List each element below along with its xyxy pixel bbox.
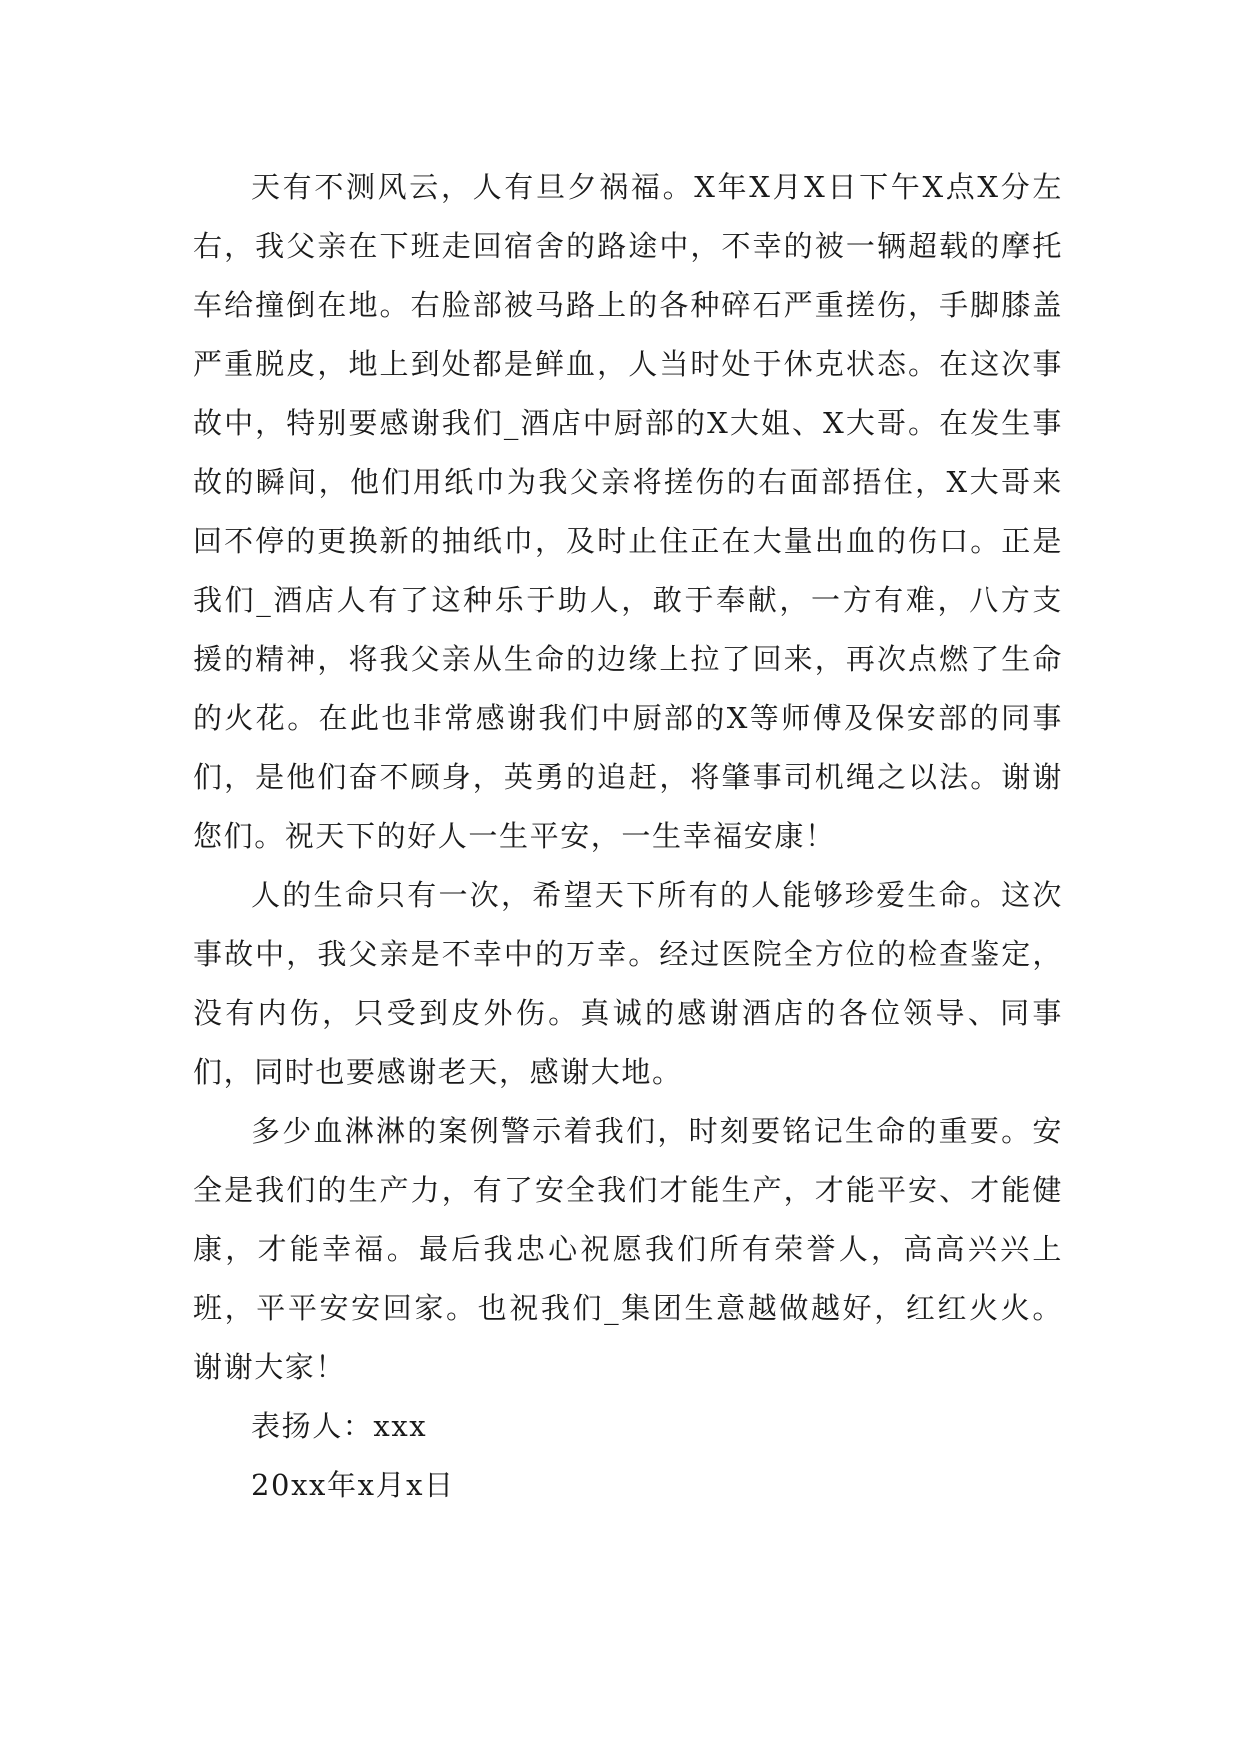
signature-line: 表扬人：xxx	[251, 1409, 428, 1443]
document-body	[193, 158, 1063, 1515]
paragraph-accident-account: 天有不测风云，人有旦夕祸福。X年X月X日下午X点X分左右，我父亲在下班走回宿舍的路途中，不幸的被一辆超载的摩托车给撞倒在地。右脸部被马路上的各种碎石严重搓伤，手脚膝盖严重脱皮，地上到处都是鲜血，人当时处于休克状态。在这次事故中，特别要感谢我们_酒店中厨部的X大姐、X大哥。在发生事故的瞬间，他们用纸巾为我父亲将搓伤的右面部捂住，X大哥来回不停的更换新的抽纸巾，及时止住正在大量出血的伤口。正是我们_酒店人有了这种乐于助人，敢于奉献，一方有难，八方支援的精神，将我父亲从生命的边缘上拉了回来，再次点燃了生命的火花。在此也非常感谢我们中厨部的X等师傅及保安部的同事们，是他们奋不顾身，英勇的追赶，将肇事司机绳之以法。谢谢您们。祝天下的好人一生平安，一生幸福安康！	[193, 170, 1063, 853]
date-line: 20xx年x月x日	[251, 1468, 455, 1502]
paragraph-cherish-life: 人的生命只有一次，希望天下所有的人能够珍爱生命。这次事故中，我父亲是不幸中的万幸。经过医院全方位的检查鉴定，没有内伤，只受到皮外伤。真诚的感谢酒店的各位领导、同事们，同时也要感谢老天，感谢大地。	[193, 878, 1063, 1089]
paragraph-safety-wishes: 多少血淋淋的案例警示着我们，时刻要铭记生命的重要。安全是我们的生产力，有了安全我们才能生产，才能平安、才能健康，才能幸福。最后我忠心祝愿我们所有荣誉人，高高兴兴上班，平平安安回家。也祝我们_集团生意越做越好，红红火火。谢谢大家！	[193, 1114, 1063, 1384]
